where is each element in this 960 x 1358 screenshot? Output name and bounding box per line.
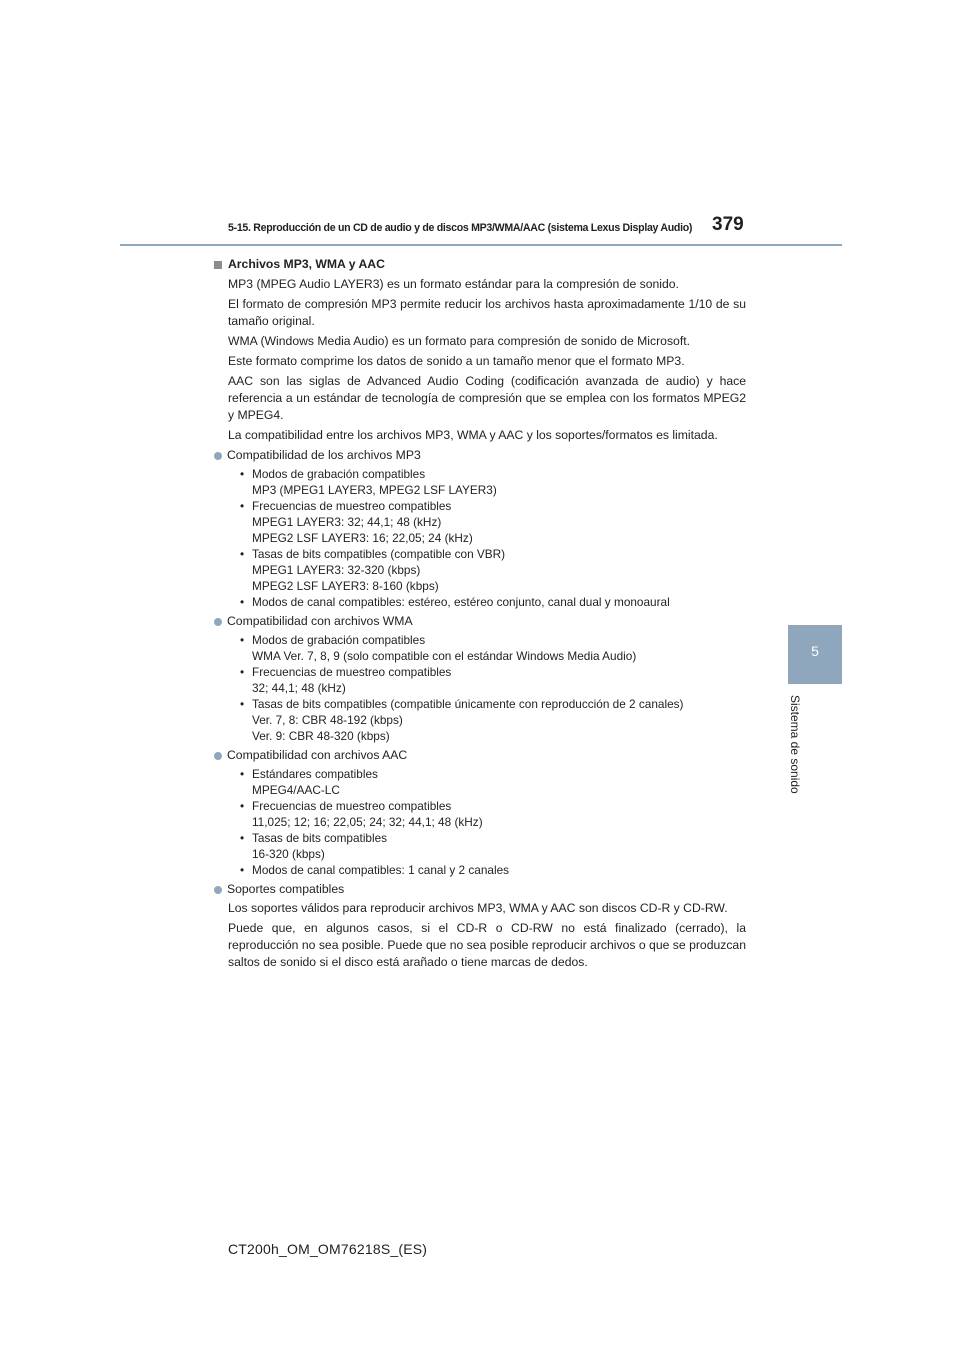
chapter-tab-label: Sistema de sonido	[788, 695, 802, 794]
list-item	[240, 546, 746, 562]
list-item-value: Ver. 7, 8: CBR 48-192 (kbps)	[252, 713, 403, 727]
list-item-value: Ver. 9: CBR 48-320 (kbps)	[252, 729, 390, 743]
list-item	[240, 830, 746, 846]
section-heading-text: Archivos MP3, WMA y AAC	[228, 257, 385, 271]
sub-heading-text: Soportes compatibles	[227, 882, 345, 896]
list-item	[240, 696, 746, 712]
list-item-value: 32; 44,1; 48 (kHz)	[252, 681, 346, 695]
paragraph: Los soportes válidos para reproducir archivos MP3, WMA y AAC son discos CD-R y CD-RW.	[228, 901, 728, 915]
list-item-label: Estándares compatibles	[252, 767, 378, 781]
list-item	[240, 594, 746, 610]
list-item-label: Modos de grabación compatibles	[252, 467, 426, 481]
circle-bullet-icon	[214, 752, 222, 760]
paragraph: Este formato comprime los datos de sonido a un tamaño menor que el formato MP3.	[228, 354, 685, 368]
bullet-dot-icon: •	[240, 767, 245, 781]
circle-bullet-icon	[214, 886, 222, 894]
header-divider	[120, 244, 842, 246]
bullet-dot-icon: •	[240, 595, 245, 609]
square-bullet-icon	[214, 261, 222, 269]
list-item-value: MPEG4/AAC-LC	[252, 783, 340, 797]
bullet-dot-icon: •	[240, 547, 245, 561]
list-item	[240, 466, 746, 482]
list-item-label: Modos de grabación compatibles	[252, 633, 426, 647]
bullet-dot-icon: •	[240, 633, 245, 647]
paragraph: La compatibilidad entre los archivos MP3, WMA y AAC y los soportes/formatos es limitada.	[228, 428, 718, 442]
circle-bullet-icon	[214, 618, 222, 626]
list-item	[240, 632, 746, 648]
wma-compatibility-heading	[212, 613, 746, 630]
list-item-value: WMA Ver. 7, 8, 9 (solo compatible con el estándar Windows Media Audio)	[252, 649, 637, 663]
sub-heading-text: Compatibilidad con archivos WMA	[227, 614, 413, 628]
bullet-dot-icon: •	[240, 831, 245, 845]
circle-bullet-icon	[214, 452, 222, 460]
document-code: CT200h_OM_OM76218S_(ES)	[228, 1241, 428, 1257]
list-item-value: MPEG2 LSF LAYER3: 16; 22,05; 24 (kHz)	[252, 531, 473, 545]
list-item-value: MPEG1 LAYER3: 32-320 (kbps)	[252, 563, 421, 577]
list-item-value: MPEG1 LAYER3: 32; 44,1; 48 (kHz)	[252, 515, 442, 529]
list-item	[240, 766, 746, 782]
list-item-label: Frecuencias de muestreo compatibles	[252, 665, 452, 679]
paragraph: WMA (Windows Media Audio) es un formato para compresión de sonido de Microsoft.	[228, 334, 690, 348]
section-heading	[212, 256, 746, 273]
aac-spec-list	[240, 766, 746, 878]
chapter-tab	[788, 625, 842, 684]
paragraph: Puede que, en algunos casos, si el CD-R o CD-RW no está finalizado (cerrado), la reproducción no sea posible. Puede que no sea posible reproducir archivos o que se produzcan saltos de sonido si el disco está arañado o tiene marcas de dedos.	[228, 921, 746, 969]
list-item	[240, 664, 746, 680]
bullet-dot-icon: •	[240, 499, 245, 513]
paragraph: El formato de compresión MP3 permite reducir los archivos hasta aproximadamente 1/10 de su tamaño original.	[228, 297, 746, 328]
list-item-label: Tasas de bits compatibles	[252, 831, 388, 845]
list-item	[240, 862, 746, 878]
list-item-label: Modos de canal compatibles: 1 canal y 2 canales	[252, 863, 510, 877]
list-item-label: Tasas de bits compatibles (compatible únicamente con reproducción de 2 canales)	[252, 697, 684, 711]
supported-media-heading	[212, 881, 746, 898]
chapter-header-title: 5-15. Reproducción de un CD de audio y de discos MP3/WMA/AAC (sistema Lexus Display Audio)	[228, 222, 693, 234]
list-item-value: MPEG2 LSF LAYER3: 8-160 (kbps)	[252, 579, 439, 593]
list-item-value: 11,025; 12; 16; 22,05; 24; 32; 44,1; 48 (kHz)	[252, 815, 483, 829]
bullet-dot-icon: •	[240, 863, 245, 877]
list-item	[240, 498, 746, 514]
bullet-dot-icon: •	[240, 665, 245, 679]
wma-spec-list	[240, 632, 746, 744]
page-number: 379	[712, 214, 744, 235]
bullet-dot-icon: •	[240, 697, 245, 711]
list-item-value: MP3 (MPEG1 LAYER3, MPEG2 LSF LAYER3)	[252, 483, 497, 497]
bullet-dot-icon: •	[240, 467, 245, 481]
aac-compatibility-heading	[212, 747, 746, 764]
paragraph: AAC son las siglas de Advanced Audio Coding (codificación avanzada de audio) y hace referencia a un estándar de tecnología de compresión que se emplea con los formatos MPEG2 y MPEG4.	[228, 374, 746, 422]
list-item-label: Tasas de bits compatibles (compatible con VBR)	[252, 547, 506, 561]
list-item-value: 16-320 (kbps)	[252, 847, 325, 861]
bullet-dot-icon: •	[240, 799, 245, 813]
chapter-tab-number: 5	[811, 643, 819, 659]
list-item	[240, 798, 746, 814]
page-content	[212, 256, 746, 974]
list-item-label: Frecuencias de muestreo compatibles	[252, 799, 452, 813]
sub-heading-text: Compatibilidad de los archivos MP3	[227, 448, 421, 462]
list-item-label: Frecuencias de muestreo compatibles	[252, 499, 452, 513]
list-item-label: Modos de canal compatibles: estéreo, estéreo conjunto, canal dual y monoaural	[252, 595, 670, 609]
mp3-compatibility-heading	[212, 447, 746, 464]
mp3-spec-list	[240, 466, 746, 610]
paragraph: MP3 (MPEG Audio LAYER3) es un formato estándar para la compresión de sonido.	[228, 277, 679, 291]
sub-heading-text: Compatibilidad con archivos AAC	[227, 748, 408, 762]
